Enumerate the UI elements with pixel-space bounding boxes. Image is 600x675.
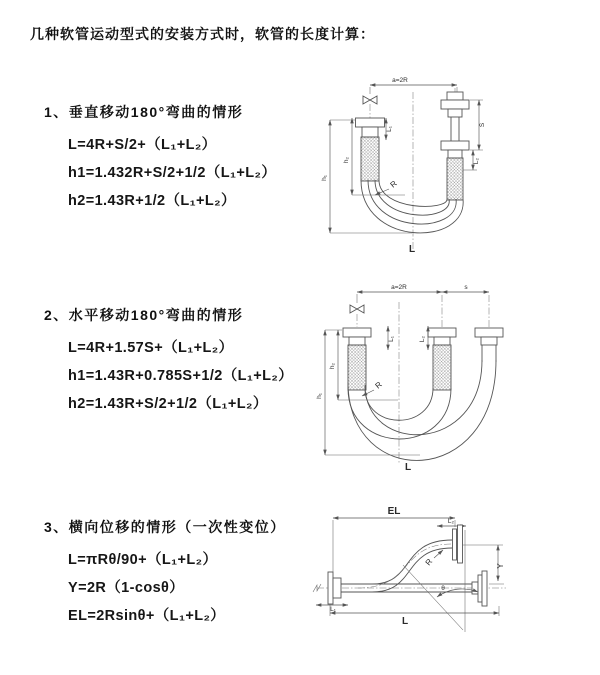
left-flange bbox=[328, 572, 341, 604]
radius-leader bbox=[424, 550, 443, 567]
dim-label-y: Y bbox=[496, 563, 505, 569]
formula-y: Y=2R（1-cosθ） bbox=[68, 580, 185, 596]
upper-flange bbox=[453, 525, 463, 563]
section-3-heading: 3、横向位移的情形（一次性变位） bbox=[44, 519, 286, 535]
dim-label-a2r: a=2R bbox=[392, 77, 408, 84]
right-flange-assembly bbox=[475, 328, 503, 362]
dimension-a2r bbox=[357, 284, 442, 303]
dim-label-l2: L₂ bbox=[447, 518, 455, 525]
braided-hose-section bbox=[433, 345, 451, 390]
dim-label-l2: L₂ bbox=[419, 335, 426, 343]
dimension-l2 bbox=[463, 150, 480, 170]
formula-length: L=4R+1.57S+（L₁+L₂） bbox=[68, 340, 234, 356]
length-label: L bbox=[404, 462, 412, 473]
dimension-l2 bbox=[419, 326, 428, 350]
stem-centerlines bbox=[357, 295, 489, 327]
formula-h2: h2=1.43R+S/2+1/2（L₁+L₂） bbox=[68, 396, 268, 412]
dimension-l1 bbox=[386, 118, 393, 140]
dim-label-l1: L₁ bbox=[330, 606, 336, 613]
dim-label-h1: h₁ bbox=[321, 175, 328, 181]
right-flange bbox=[472, 571, 487, 606]
dimension-el bbox=[333, 506, 455, 572]
braided-hose-section bbox=[361, 137, 379, 181]
section-lateral-displacement bbox=[44, 517, 286, 630]
angle-construction bbox=[403, 530, 478, 632]
dimension-l bbox=[330, 604, 499, 627]
dimension-h1 bbox=[316, 330, 420, 455]
braided-hose-section bbox=[348, 345, 366, 390]
dimension-l1 bbox=[388, 326, 395, 350]
formula-h1: h1=1.432R+S/2+1/2（L₁+L₂） bbox=[68, 165, 277, 181]
section-1-heading: 1、垂直移动180°弯曲的情形 bbox=[44, 104, 244, 120]
dim-label-h1: h₁ bbox=[316, 393, 323, 399]
section-horizontal-movement bbox=[44, 305, 293, 418]
dimension-l1 bbox=[316, 605, 348, 613]
radius-label: R bbox=[423, 557, 435, 568]
dim-label-l1: L₁ bbox=[388, 336, 395, 342]
valve-icon bbox=[350, 305, 364, 313]
formula-h1: h1=1.43R+0.785S+1/2（L₁+L₂） bbox=[68, 368, 294, 384]
dimension-a2r bbox=[370, 77, 457, 96]
formula-h2: h2=1.43R+1/2（L₁+L₂） bbox=[68, 193, 236, 209]
right-flange-assembly bbox=[441, 92, 469, 200]
dim-label-l1: L₁ bbox=[386, 126, 393, 132]
left-flange-assembly bbox=[343, 328, 371, 390]
middle-flange-assembly bbox=[428, 328, 456, 390]
formula-length: L=4R+S/2+（L₁+L₂） bbox=[68, 137, 217, 153]
dim-label-l2: L₂ bbox=[473, 157, 480, 165]
dim-label-el: EL bbox=[387, 506, 401, 517]
length-label: L bbox=[401, 616, 409, 627]
lateral-displacement-diagram bbox=[300, 500, 600, 640]
length-label: L bbox=[408, 244, 416, 255]
hose-u-curves bbox=[348, 360, 496, 460]
dimension-s bbox=[470, 100, 486, 150]
valve-icon bbox=[363, 96, 377, 104]
braided-hose-section bbox=[447, 158, 463, 200]
section-2-heading: 2、水平移动180°弯曲的情形 bbox=[44, 307, 244, 323]
left-flange-assembly bbox=[356, 118, 385, 181]
dim-label-s: s bbox=[464, 284, 468, 291]
radius-label: R bbox=[388, 178, 399, 190]
dimension-s bbox=[442, 284, 489, 292]
dim-label-a2r: a=2R bbox=[391, 284, 407, 291]
section-vertical-movement bbox=[44, 102, 276, 215]
theta-label: θ bbox=[441, 585, 445, 592]
dim-label-s: S bbox=[479, 122, 486, 128]
radius-label: R bbox=[373, 379, 384, 391]
dim-label-h2: h₂ bbox=[329, 362, 336, 370]
vertical-180-bend-diagram bbox=[313, 66, 593, 261]
formula-el: EL=2Rsinθ+（L₁+L₂） bbox=[68, 608, 226, 624]
dim-label-h2: h₂ bbox=[343, 156, 350, 164]
formula-length: L=πRθ/90+（L₁+L₂） bbox=[68, 552, 218, 568]
page-title: 几种软管运动型式的安装方式时，软管的长度计算： bbox=[30, 26, 375, 42]
horizontal-180-bend-diagram bbox=[315, 282, 595, 477]
